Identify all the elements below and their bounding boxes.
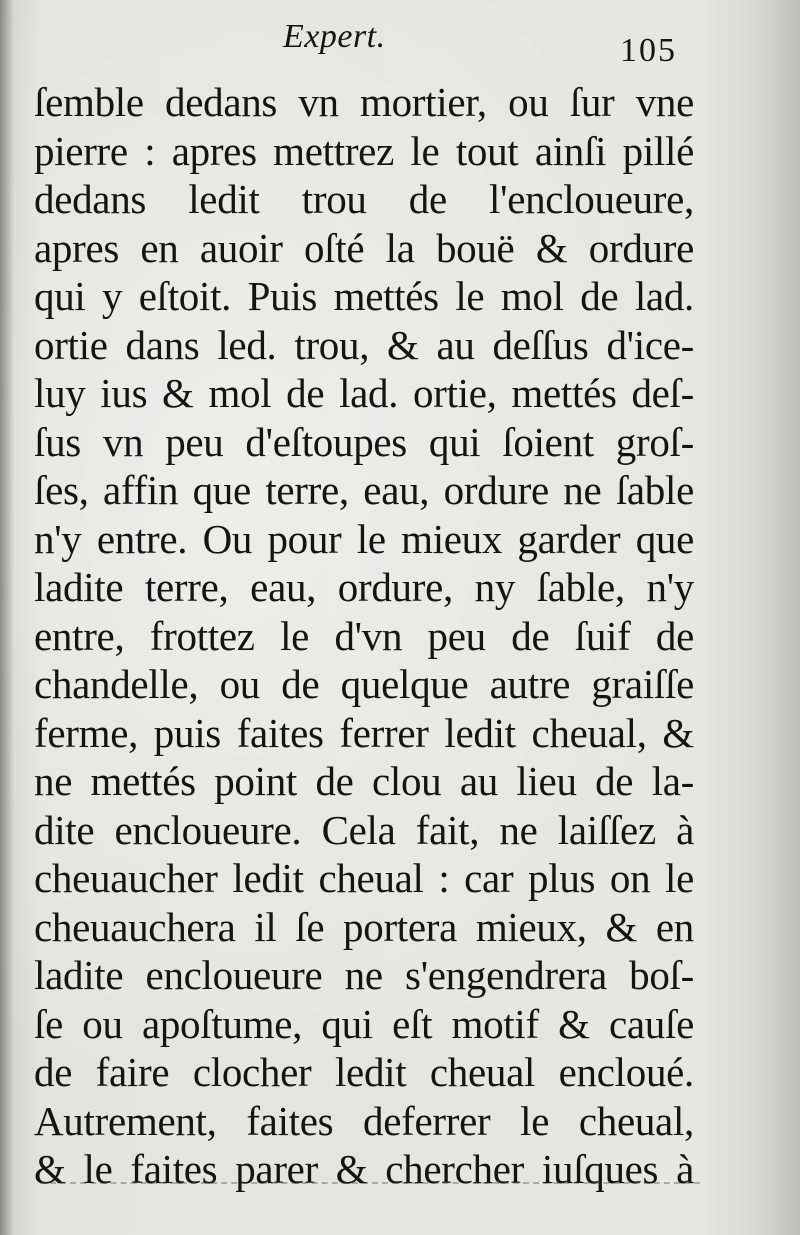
text-line: entre, frottez le d'vn peu de ſuif de bbox=[34, 612, 694, 659]
text-line: & le faites parer & chercher iuſques à bbox=[34, 1146, 694, 1192]
text-line: luy ius & mol de lad. ortie, mettés deſ- bbox=[34, 370, 694, 416]
text-line: ladite terre, eau, ordure, ny ſable, n'y bbox=[34, 564, 694, 610]
running-head: Expert. bbox=[283, 18, 386, 55]
spine-shadow bbox=[0, 0, 14, 1235]
text-line: dite encloueure. Cela fait, ne laiſſez à bbox=[34, 806, 694, 853]
body-text bbox=[34, 78, 694, 1194]
text-line: ne mettés point de clou au lieu de la- bbox=[34, 758, 694, 804]
faint-rule bbox=[40, 1182, 700, 1184]
text-line: ſemble dedans vn mortier, ou ſur vne bbox=[34, 79, 694, 125]
text-line: chandelle, ou de quelque autre graiſſe bbox=[34, 661, 694, 707]
text-line: cheuaucher ledit cheual : car plus on le bbox=[34, 855, 694, 901]
text-line: de faire clocher ledit cheual encloué. bbox=[34, 1049, 694, 1095]
text-line: n'y entre. Ou pour le mieux garder que bbox=[34, 515, 694, 562]
text-line: ſus vn peu d'eſtoupes qui ſoient groſ- bbox=[34, 418, 694, 465]
text-line: apres en auoir oſté la bouë & ordure bbox=[34, 224, 694, 271]
text-line: ſe ou apoſtume, qui eſt motif & cauſe bbox=[34, 1000, 694, 1047]
text-line: ſes, affin que terre, eau, ordure ne ſable bbox=[34, 467, 694, 513]
text-line: ferme, puis faites ferrer ledit cheual, & bbox=[34, 709, 694, 756]
text-line: Autrement, faites deferrer le cheual, bbox=[34, 1097, 694, 1144]
page-number: 105 bbox=[620, 32, 677, 69]
text-line: qui y eſtoit. Puis mettés le mol de lad. bbox=[34, 273, 694, 319]
text-line: cheuauchera il ſe portera mieux, & en bbox=[34, 903, 694, 950]
text-line: dedans ledit trou de l'encloueure, bbox=[34, 176, 694, 222]
text-line: ortie dans led. trou, & au deſſus d'ice- bbox=[34, 321, 694, 368]
text-line: ladite encloueure ne s'engendrera boſ- bbox=[34, 952, 694, 998]
text-line: pierre : apres mettrez le tout ainſi pillé bbox=[34, 127, 694, 174]
